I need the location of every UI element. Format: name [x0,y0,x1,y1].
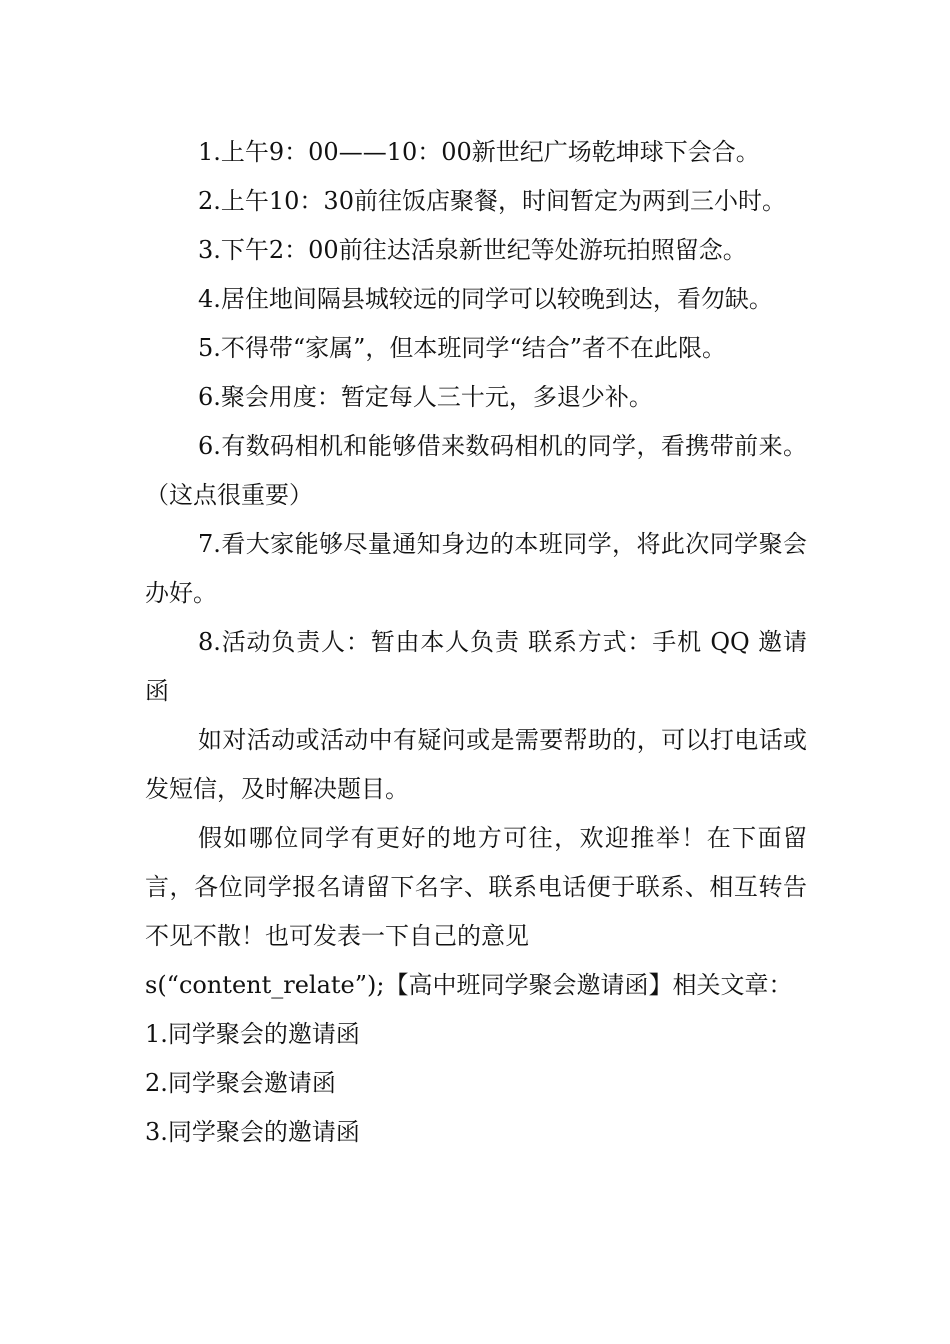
schedule-item-3: 3.下午2：00前往达活泉新世纪等处游玩拍照留念。 [198,236,747,264]
schedule-item-2: 2.上午10：30前往饭店聚餐，时间暂定为两到三小时。 [198,187,786,215]
document-body [145,128,807,1157]
related-article-link[interactable]: 2.同学聚会邀请函 [145,1069,336,1097]
camera-note: 6.有数码相机和能够借来数码相机的同学，看携带前来。（这点很重要） [145,432,807,509]
related-article-link[interactable]: 3.同学聚会的邀请函 [145,1118,360,1146]
schedule-item-1: 1.上午9：00——10：00新世纪广场乾坤球下会合。 [198,138,760,166]
schedule-item-4: 4.居住地间隔县城较远的同学可以较晚到达，看勿缺。 [198,285,773,313]
help-note: 如对活动或活动中有疑问或是需要帮助的，可以打电话或发短信，及时解决题目。 [145,726,807,803]
related-articles-heading: s(“content_relate”);【高中班同学聚会邀请函】相关文章： [145,971,793,999]
schedule-item-5: 5.不得带“家属”，但本班同学“结合”者不在此限。 [198,334,726,362]
related-article-link[interactable]: 1.同学聚会的邀请函 [145,1020,360,1048]
suggestion-note: 假如哪位同学有更好的地方可往，欢迎推举！在下面留言，各位同学报名请留下名字、联系电话便于联系、相互转告不见不散！也可发表一下自己的意见 [145,824,807,950]
notify-note: 7.看大家能够尽量通知身边的本班同学，将此次同学聚会办好。 [145,530,807,607]
organizer-contact: 8.活动负责人：暂由本人负责 联系方式：手机 QQ 邀请函 [145,628,807,705]
schedule-item-6: 6.聚会用度：暂定每人三十元，多退少补。 [198,383,653,411]
